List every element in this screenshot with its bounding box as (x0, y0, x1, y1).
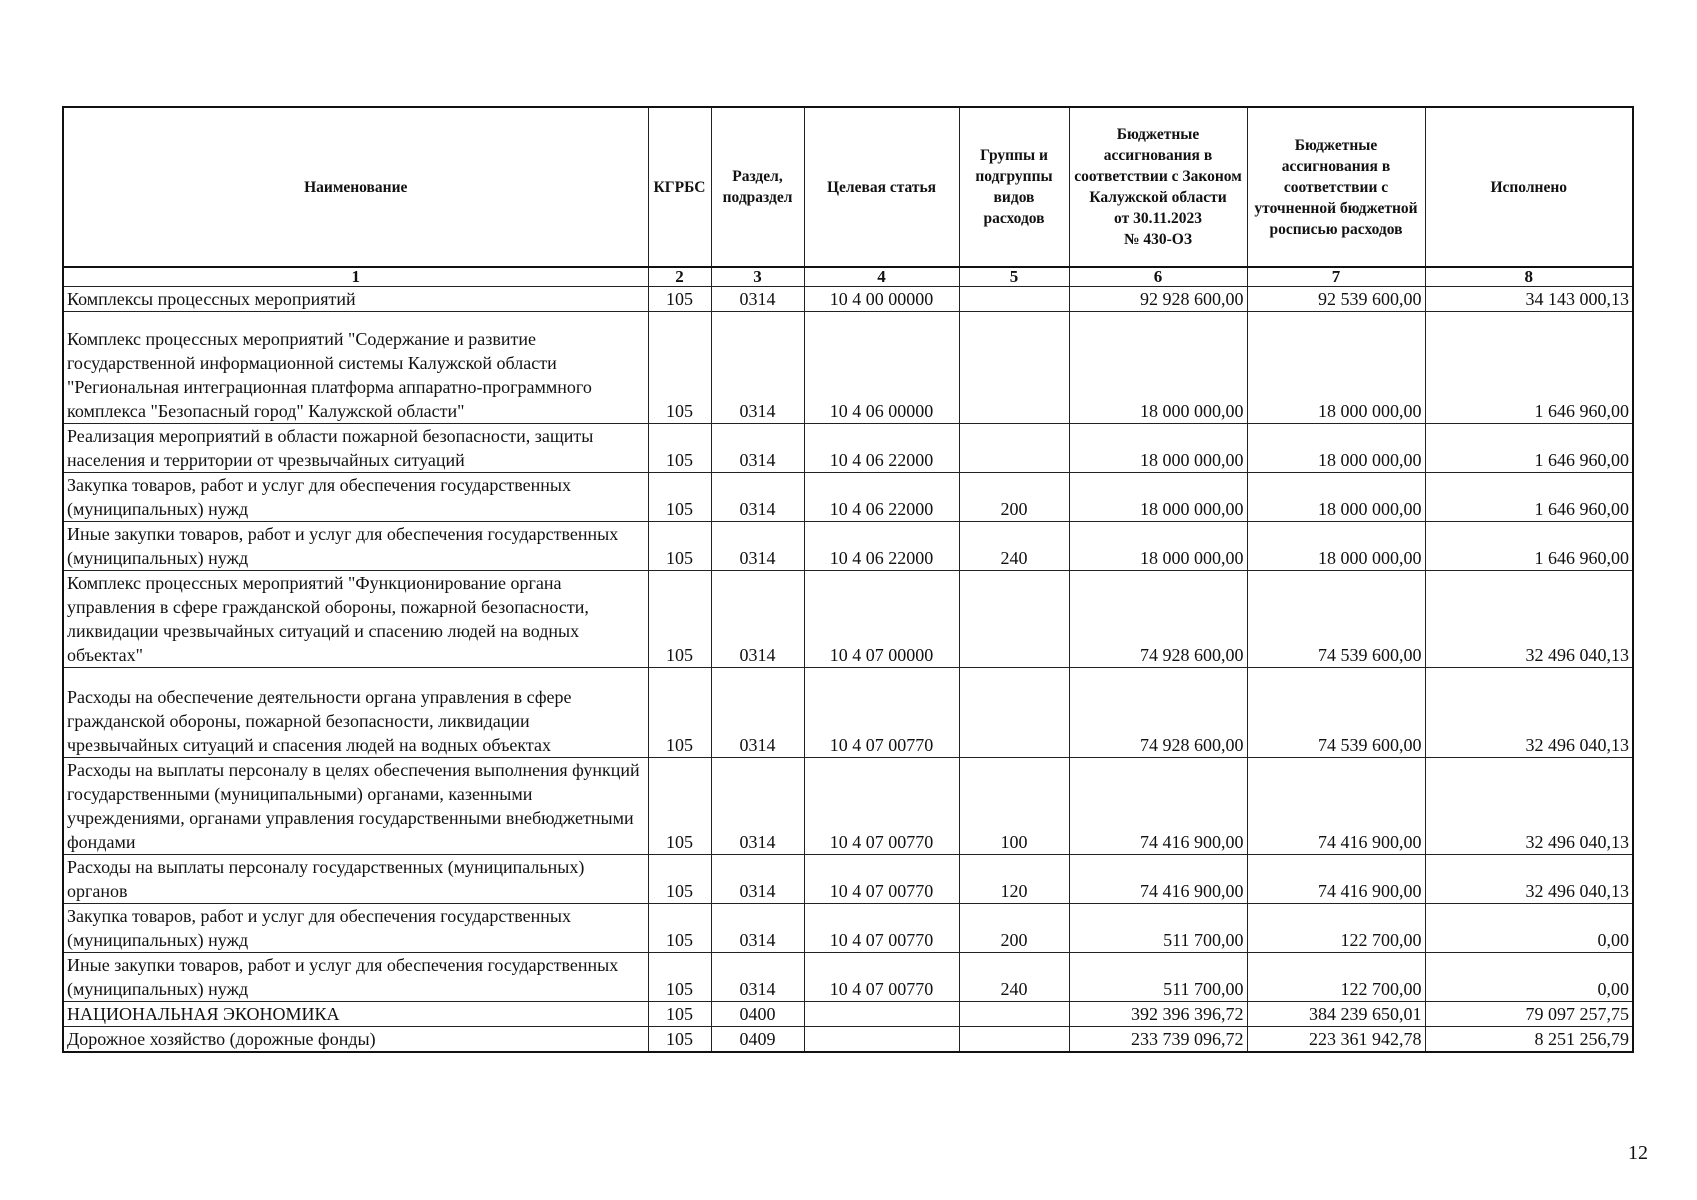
cell-target-article: 10 4 06 00000 (804, 312, 959, 424)
cell-kgrbs: 105 (648, 287, 711, 312)
cell-section: 0314 (711, 904, 804, 953)
table-row (63, 1002, 1633, 1027)
cell-refined-allocation: 122 700,00 (1247, 953, 1425, 1002)
cell-law-allocation: 18 000 000,00 (1069, 522, 1247, 571)
cell-executed: 1 646 960,00 (1425, 473, 1633, 522)
cell-section: 0314 (711, 953, 804, 1002)
cell-name: Расходы на выплаты персоналу государственных (муниципальных) органов (63, 855, 648, 904)
cell-name: Иные закупки товаров, работ и услуг для обеспечения государственных (муниципальных) нужд (63, 522, 648, 571)
cell-law-allocation: 392 396 396,72 (1069, 1002, 1247, 1027)
cell-executed: 8 251 256,79 (1425, 1027, 1633, 1053)
header-law-line-3: № 430-ОЗ (1123, 231, 1193, 248)
table-row (63, 855, 1633, 904)
cell-law-allocation: 18 000 000,00 (1069, 312, 1247, 424)
cell-refined-allocation: 74 539 600,00 (1247, 668, 1425, 758)
cell-law-allocation: 18 000 000,00 (1069, 473, 1247, 522)
table-row (63, 522, 1633, 571)
cell-refined-allocation: 122 700,00 (1247, 904, 1425, 953)
page-number: 12 (1628, 1142, 1648, 1164)
cell-kgrbs: 105 (648, 1002, 711, 1027)
cell-executed: 0,00 (1425, 904, 1633, 953)
cell-expense-group: 200 (959, 473, 1069, 522)
header-law-allocations (1069, 107, 1247, 267)
cell-executed: 34 143 000,13 (1425, 287, 1633, 312)
cell-target-article (804, 1002, 959, 1027)
cell-name: Дорожное хозяйство (дорожные фонды) (63, 1027, 648, 1053)
budget-table (62, 106, 1634, 1053)
header-target-article: Целевая статья (804, 107, 959, 267)
table-row (63, 424, 1633, 473)
table-row (63, 473, 1633, 522)
cell-section: 0314 (711, 424, 804, 473)
cell-executed: 32 496 040,13 (1425, 855, 1633, 904)
cell-refined-allocation: 18 000 000,00 (1247, 312, 1425, 424)
header-refined-allocations: Бюджетные ассигнования в соответствии с уточненной бюджетной росписью расходов (1247, 107, 1425, 267)
cell-refined-allocation: 384 239 650,01 (1247, 1002, 1425, 1027)
column-number: 5 (959, 267, 1069, 287)
cell-expense-group (959, 668, 1069, 758)
budget-report-sheet (62, 106, 1632, 1053)
cell-law-allocation: 74 928 600,00 (1069, 668, 1247, 758)
cell-section: 0314 (711, 312, 804, 424)
cell-law-allocation: 92 928 600,00 (1069, 287, 1247, 312)
cell-target-article: 10 4 07 00770 (804, 904, 959, 953)
cell-expense-group: 200 (959, 904, 1069, 953)
cell-kgrbs: 105 (648, 522, 711, 571)
table-row (63, 1027, 1633, 1053)
cell-law-allocation: 511 700,00 (1069, 904, 1247, 953)
cell-section: 0314 (711, 571, 804, 668)
cell-name: Закупка товаров, работ и услуг для обеспечения государственных (муниципальных) нужд (63, 904, 648, 953)
cell-kgrbs: 105 (648, 1027, 711, 1053)
cell-target-article: 10 4 06 22000 (804, 424, 959, 473)
header-executed: Исполнено (1425, 107, 1633, 267)
cell-section: 0314 (711, 287, 804, 312)
column-number: 8 (1425, 267, 1633, 287)
cell-law-allocation: 74 928 600,00 (1069, 571, 1247, 668)
cell-name: Расходы на обеспечение деятельности органа управления в сфере гражданской обороны, пожарной безопасности, ликвидации чрезвычайных ситуаций и спасения людей на водных объектах (63, 668, 648, 758)
cell-expense-group (959, 424, 1069, 473)
cell-target-article: 10 4 07 00770 (804, 855, 959, 904)
cell-name: Иные закупки товаров, работ и услуг для обеспечения государственных (муниципальных) нужд (63, 953, 648, 1002)
cell-target-article: 10 4 07 00000 (804, 571, 959, 668)
table-row (63, 668, 1633, 758)
cell-section: 0314 (711, 668, 804, 758)
header-law-line-2: от 30.11.2023 (1114, 210, 1202, 227)
cell-target-article: 10 4 06 22000 (804, 522, 959, 571)
cell-kgrbs: 105 (648, 424, 711, 473)
cell-name: Комплексы процессных мероприятий (63, 287, 648, 312)
cell-expense-group (959, 312, 1069, 424)
cell-refined-allocation: 18 000 000,00 (1247, 473, 1425, 522)
cell-expense-group: 100 (959, 758, 1069, 855)
cell-section: 0314 (711, 473, 804, 522)
column-number-row (63, 267, 1633, 287)
cell-target-article: 10 4 00 00000 (804, 287, 959, 312)
cell-refined-allocation: 74 416 900,00 (1247, 758, 1425, 855)
cell-law-allocation: 511 700,00 (1069, 953, 1247, 1002)
header-expense-groups: Группы и подгруппы видов расходов (959, 107, 1069, 267)
cell-refined-allocation: 18 000 000,00 (1247, 522, 1425, 571)
cell-refined-allocation: 74 416 900,00 (1247, 855, 1425, 904)
cell-executed: 1 646 960,00 (1425, 312, 1633, 424)
table-body (63, 287, 1633, 1053)
column-number: 6 (1069, 267, 1247, 287)
cell-target-article: 10 4 06 22000 (804, 473, 959, 522)
cell-executed: 79 097 257,75 (1425, 1002, 1633, 1027)
cell-expense-group: 240 (959, 522, 1069, 571)
cell-kgrbs: 105 (648, 668, 711, 758)
cell-name: Расходы на выплаты персоналу в целях обеспечения выполнения функций государственными (муниципальными) органами, казенными учреждениями, органами управления государственными внебюджетными фондами (63, 758, 648, 855)
header-name: Наименование (63, 107, 648, 267)
column-number: 7 (1247, 267, 1425, 287)
cell-kgrbs: 105 (648, 855, 711, 904)
cell-executed: 32 496 040,13 (1425, 571, 1633, 668)
cell-executed: 1 646 960,00 (1425, 424, 1633, 473)
cell-expense-group: 120 (959, 855, 1069, 904)
cell-name: Комплекс процессных мероприятий "Функционирование органа управления в сфере гражданской обороны, пожарной безопасности, ликвидации чрезвычайных ситуаций и спасению людей на водных объектах" (63, 571, 648, 668)
cell-target-article: 10 4 07 00770 (804, 668, 959, 758)
cell-refined-allocation: 74 539 600,00 (1247, 571, 1425, 668)
header-row (63, 107, 1633, 267)
cell-law-allocation: 74 416 900,00 (1069, 855, 1247, 904)
cell-expense-group (959, 571, 1069, 668)
cell-executed: 0,00 (1425, 953, 1633, 1002)
cell-name: Комплекс процессных мероприятий "Содержание и развитие государственной информационной системы Калужской области "Региональная интеграционная платформа аппаратно-программного комплекса "Безопасный город" Калужской области" (63, 312, 648, 424)
cell-name: Реализация мероприятий в области пожарной безопасности, защиты населения и территории от чрезвычайных ситуаций (63, 424, 648, 473)
column-number: 4 (804, 267, 959, 287)
header-section: Раздел, подраздел (711, 107, 804, 267)
cell-target-article: 10 4 07 00770 (804, 758, 959, 855)
cell-kgrbs: 105 (648, 758, 711, 855)
cell-executed: 32 496 040,13 (1425, 758, 1633, 855)
cell-expense-group (959, 1027, 1069, 1053)
cell-kgrbs: 105 (648, 904, 711, 953)
cell-target-article (804, 1027, 959, 1053)
cell-section: 0400 (711, 1002, 804, 1027)
cell-expense-group: 240 (959, 953, 1069, 1002)
table-row (63, 953, 1633, 1002)
cell-section: 0409 (711, 1027, 804, 1053)
cell-kgrbs: 105 (648, 571, 711, 668)
cell-expense-group (959, 287, 1069, 312)
cell-law-allocation: 233 739 096,72 (1069, 1027, 1247, 1053)
cell-law-allocation: 18 000 000,00 (1069, 424, 1247, 473)
cell-kgrbs: 105 (648, 953, 711, 1002)
table-header (63, 107, 1633, 287)
cell-executed: 1 646 960,00 (1425, 522, 1633, 571)
cell-section: 0314 (711, 855, 804, 904)
cell-law-allocation: 74 416 900,00 (1069, 758, 1247, 855)
header-law-line-1: Бюджетные ассигнования в соответствии с Законом Калужской области (1074, 126, 1242, 206)
column-number: 2 (648, 267, 711, 287)
cell-section: 0314 (711, 758, 804, 855)
table-row (63, 287, 1633, 312)
cell-expense-group (959, 1002, 1069, 1027)
cell-refined-allocation: 223 361 942,78 (1247, 1027, 1425, 1053)
column-number: 3 (711, 267, 804, 287)
cell-name: НАЦИОНАЛЬНАЯ ЭКОНОМИКА (63, 1002, 648, 1027)
cell-refined-allocation: 18 000 000,00 (1247, 424, 1425, 473)
cell-executed: 32 496 040,13 (1425, 668, 1633, 758)
table-row (63, 758, 1633, 855)
cell-section: 0314 (711, 522, 804, 571)
table-row (63, 571, 1633, 668)
cell-refined-allocation: 92 539 600,00 (1247, 287, 1425, 312)
cell-target-article: 10 4 07 00770 (804, 953, 959, 1002)
header-kgrbs: КГРБС (648, 107, 711, 267)
cell-kgrbs: 105 (648, 473, 711, 522)
cell-kgrbs: 105 (648, 312, 711, 424)
table-row (63, 312, 1633, 424)
cell-name: Закупка товаров, работ и услуг для обеспечения государственных (муниципальных) нужд (63, 473, 648, 522)
column-number: 1 (63, 267, 648, 287)
table-row (63, 904, 1633, 953)
